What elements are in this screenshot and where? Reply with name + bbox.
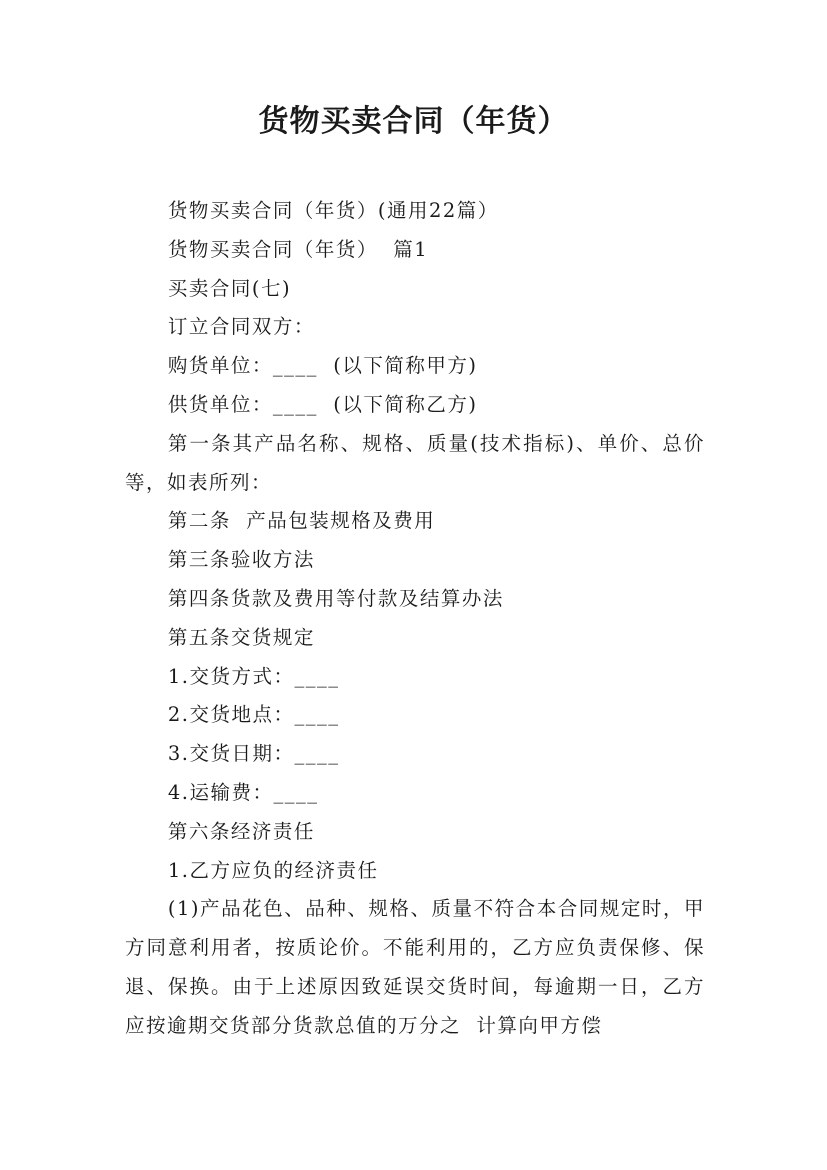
paragraph-subtitle: 货物买卖合同（年货）(通用22篇） [167,199,499,222]
paragraph-article-2: 第二条 产品包装规格及费用 [167,509,436,533]
paragraph-article-3: 第三条验收方法 [167,548,315,572]
paragraph-parties-heading: 订立合同双方： [167,315,315,339]
paragraph-delivery-date: 3.交货日期：____ [167,742,340,766]
paragraph-article-5: 第五条交货规定 [167,625,315,649]
paragraph-delivery-location: 2.交货地点：____ [167,703,340,727]
paragraph-delivery-method: 1.交货方式：____ [167,664,340,688]
paragraph-supplier: 供货单位：____ (以下简称乙方) [167,392,478,416]
document-body [125,192,705,1046]
paragraph-liability-clause-1: (1)产品花色、品种、规格、质量不符合本合同规定时，甲方同意利用者，按质论价。不能利用的，乙方应负责保修、保退、保换。由于上述原因致延误交货时间，每逾期一日，乙方应按逾期交货部分货款总值的万分之 计算向甲方偿 [125,897,705,1037]
paragraph-article-4: 第四条货款及费用等付款及结算办法 [167,586,504,610]
paragraph-freight: 4.运输费：____ [167,780,319,804]
paragraph-contract-type: 买卖合同(七) [167,276,292,300]
document-title: 货物买卖合同（年货） [258,104,569,139]
paragraph-article-6: 第六条经济责任 [167,819,315,843]
paragraph-buyer: 购货单位：____ (以下简称甲方) [167,354,478,378]
paragraph-chapter-heading: 货物买卖合同（年货） 篇1 [167,237,429,261]
paragraph-party-b-liability: 1.乙方应负的经济责任 [167,858,379,882]
paragraph-article-1: 第一条其产品名称、规格、质量(技术指标)、单价、总价等，如表所列： [125,431,705,494]
